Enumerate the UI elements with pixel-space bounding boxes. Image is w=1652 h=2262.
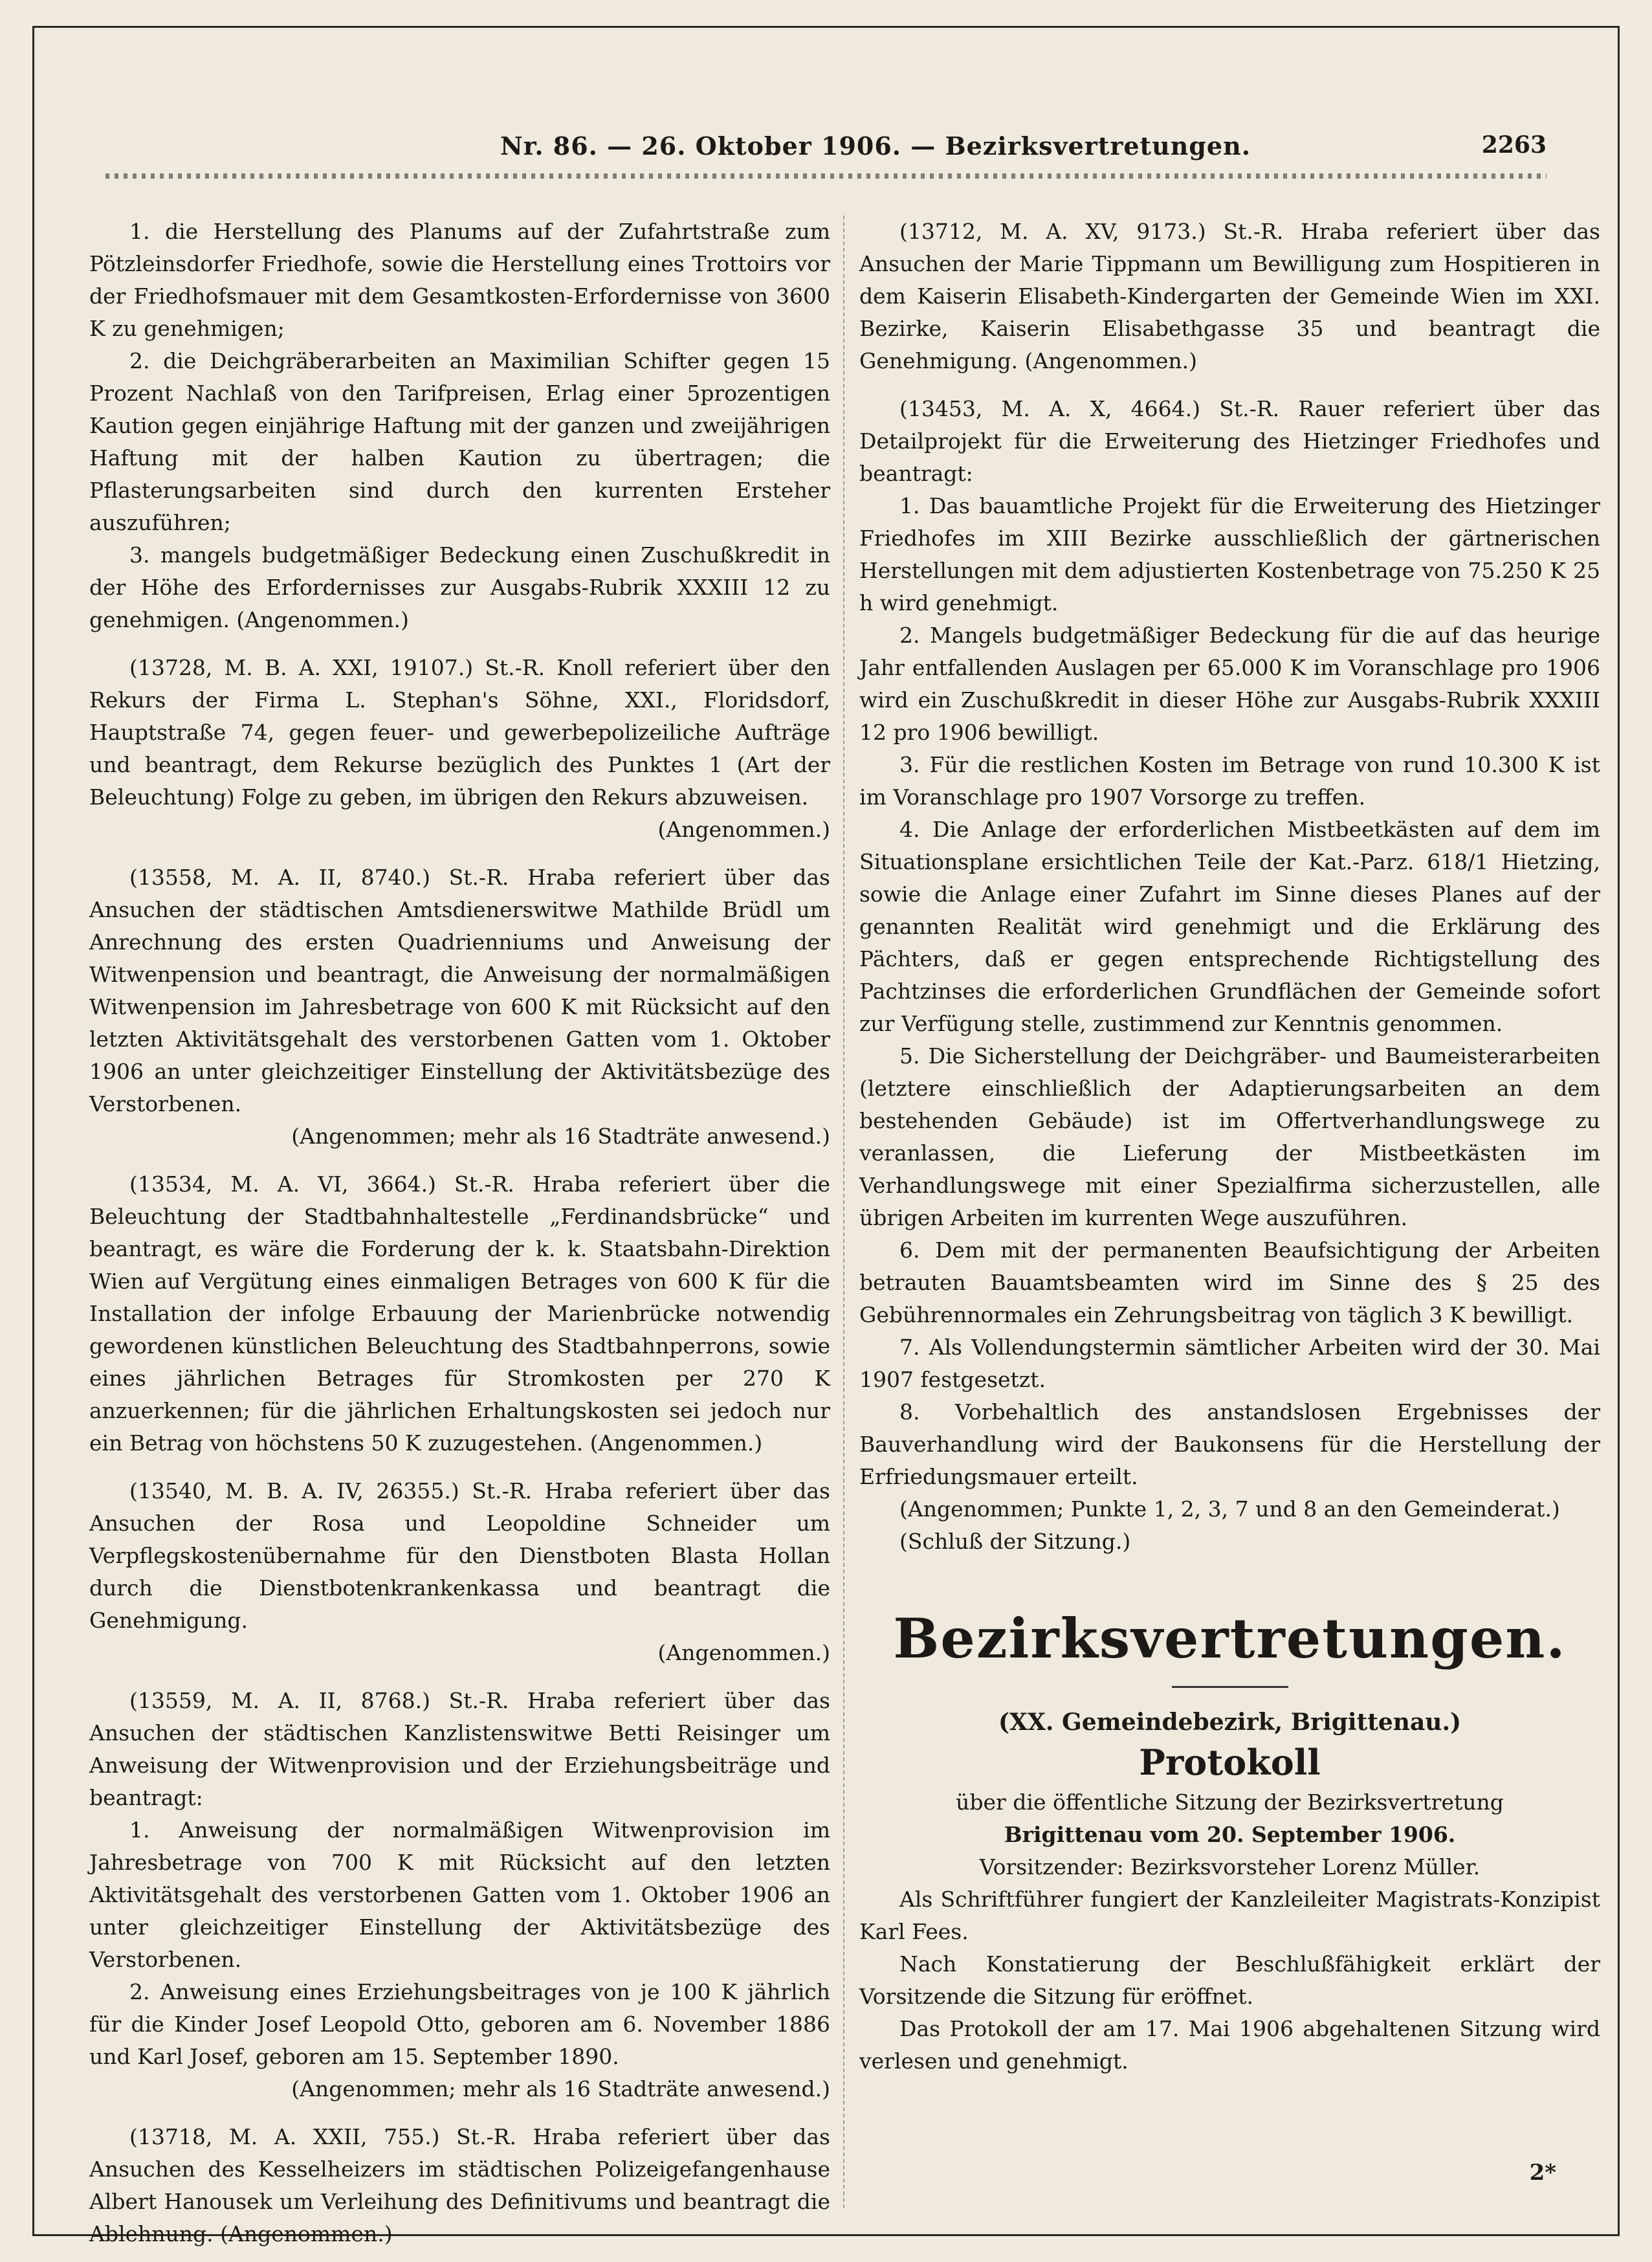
newspaper-page	[32, 26, 1620, 2246]
protocol-line: über die öffentliche Sitzung der Bezirksvertretung	[956, 1790, 1504, 1815]
decision-note: (Angenommen; Punkte 1, 2, 3, 7 und 8 an den Gemeinderat.)	[899, 1496, 1560, 1522]
paragraph: 1. Anweisung der normalmäßigen Witwenprovision im Jahresbetrage von 700 K mit Rücksicht auf den letzten Aktivitätsgehalt des verstorbenen Gatten vom 1. Oktober 1906 an unter gleichzeitiger Einstellung der Aktivitätsbezüge des Verstorbenen.	[89, 1817, 830, 1972]
paragraph: (13728, M. B. A. XXI, 19107.) St.-R. Knoll referiert über den Rekurs der Firma L. Stephan's Söhne, XXI., Floridsdorf, Hauptstraße 74, gegen feuer- und gewerbepolizeiliche Aufträge und beantragt, dem Rekurse bezüglich des Punktes 1 (Art der Beleuchtung) Folge zu geben, im übrigen den Rekurs abzuweisen.	[89, 655, 830, 810]
paragraph: Das Protokoll der am 17. Mai 1906 abgehaltenen Sitzung wird verlesen und genehmigt.	[859, 2016, 1600, 2074]
page-number: 2263	[1481, 131, 1547, 159]
section-title: Bezirksvertretungen.	[893, 1606, 1567, 1670]
session-end-note: (Schluß der Sitzung.)	[899, 1529, 1131, 1554]
paragraph: Als Schriftführer fungiert der Kanzleileiter Magistrats-Konzipist Karl Fees.	[859, 1887, 1600, 1944]
chair-line: Vorsitzender: Bezirksvorsteher Lorenz Müller.	[979, 1854, 1481, 1879]
protocol-line: Brigittenau vom 20. September 1906.	[1004, 1822, 1456, 1847]
paragraph: 5. Die Sicherstellung der Deichgräber- und Baumeisterarbeiten (letztere einschließlich der Adaptierungsarbeiten an dem bestehenden Gebäude) ist im Offertverhandlungswege zu veranlassen, die Lieferung der Mistbeetkästen im Verhandlungswege mit einer Spezialfirma sicherzustellen, alle übrigen Arbeiten im kurrenten Wege auszuführen.	[859, 1043, 1600, 1230]
left-column	[89, 216, 830, 2250]
paragraph: 2. die Deichgräberarbeiten an Maximilian Schifter gegen 15 Prozent Nachlaß von den Tarifpreisen, Erlag einer 5prozentigen Kaution gegen einjährige Haftung mit der ganzen und zweijährigen Haftung mit der halben Kaution zu übertragen; die Pflasterungsarbeiten sind durch den kurrenten Ersteher auszuführen;	[89, 348, 830, 535]
column-divider	[843, 216, 844, 2208]
paragraph: (13558, M. A. II, 8740.) St.-R. Hraba referiert über das Ansuchen der städtischen Amtsdienerswitwe Mathilde Brüdl um Anrechnung des ersten Quadrienniums und Anweisung der Witwenpension und beantragt, die Anweisung der normalmäßigen Witwenpension im Jahresbetrage von 600 K mit Rücksicht auf den letzten Aktivitätsgehalt des verstorbenen Gatten vom 1. Oktober 1906 an unter gleichzeitiger Einstellung der Aktivitätsbezüge des Verstorbenen.	[89, 865, 830, 1116]
paragraph: 8. Vorbehaltlich des anstandslosen Ergebnisses der Bauverhandlung wird der Baukonsens für die Herstellung der Erfriedungsmauer erteilt.	[859, 1399, 1600, 1489]
section-rule	[1172, 1686, 1288, 1688]
paragraph: 2. Anweisung eines Erziehungsbeitrages von je 100 K jährlich für die Kinder Josef Leopold Otto, geboren am 6. November 1886 und Karl Josef, geboren am 15. September 1890.	[89, 1979, 830, 2069]
paragraph: 2. Mangels budgetmäßiger Bedeckung für die auf das heurige Jahr entfallenden Auslagen per 65.000 K im Voranschlage pro 1906 wird ein Zuschußkredit in dieser Höhe zur Ausgabs-Rubrik XXXIII 12 pro 1906 bewilligt.	[859, 623, 1600, 745]
paragraph: (13453, M. A. X, 4664.) St.-R. Rauer referiert über das Detailprojekt für die Erweiterung des Hietzinger Friedhofes und beantragt:	[859, 396, 1600, 486]
paragraph: 3. mangels budgetmäßiger Bedeckung einen Zuschußkredit in der Höhe des Erfordernisses zur Ausgabs-Rubrik XXXIII 12 zu genehmigen. (Angenommen.)	[89, 542, 830, 632]
district-heading: (XX. Gemeindebezirk, Brigittenau.)	[998, 1709, 1462, 1736]
paragraph: 1. Das bauamtliche Projekt für die Erweiterung des Hietzinger Friedhofes im XIII Bezirke ausschließlich der gärtnerischen Herstellungen mit dem adjustierten Kostenbetrage von 75.250 K 25 h wird genehmigt.	[859, 493, 1600, 615]
paragraph: (13534, M. A. VI, 3664.) St.-R. Hraba referiert über die Beleuchtung der Stadtbahnhaltestelle „Ferdinandsbrücke“ und beantragt, es wäre die Forderung der k. k. Staatsbahn-Direktion Wien auf Vergütung eines einmaligen Betrages von 600 K für die Installation der infolge Erbauung der Marienbrücke notwendig gewordenen künstlichen Beleuchtung des Stadtbahnperrons, sowie eines jährlichen Betrages für Stromkosten per 270 K anzuerkennen; für die jährlichen Erhaltungskosten sei jedoch nur ein Betrag von höchstens 50 K zuzugestehen. (Angenommen.)	[89, 1171, 830, 1456]
paragraph: 3. Für die restlichen Kosten im Betrage von rund 10.300 K ist im Voranschlage pro 1907 Vorsorge zu treffen.	[859, 752, 1600, 810]
signature-mark: 2*	[1529, 2160, 1556, 2186]
right-column	[859, 216, 1600, 2078]
paragraph: Nach Konstatierung der Beschlußfähigkeit erklärt der Vorsitzende die Sitzung für eröffnet.	[859, 1951, 1600, 2009]
protocol-title: Protokoll	[1139, 1742, 1321, 1783]
paragraph: (13712, M. A. XV, 9173.) St.-R. Hraba referiert über das Ansuchen der Marie Tippmann um Bewilligung zum Hospitieren in dem Kaiserin Elisabeth-Kindergarten der Gemeinde Wien im XXI. Bezirke, Kaiserin Elisabethgasse 35 und beantragt die Genehmigung. (Angenommen.)	[859, 219, 1600, 373]
paragraph: (13718, M. A. XXII, 755.) St.-R. Hraba referiert über das Ansuchen des Kesselheizers im städtischen Polizeigefangenhause Albert Hanousek um Verleihung des Definitivums und beantragt die Ablehnung. (Angenommen.)	[89, 2124, 830, 2246]
page-header	[34, 105, 1618, 161]
decision-note: (Angenommen.)	[657, 1640, 830, 1665]
paragraph: 7. Als Vollendungstermin sämtlicher Arbeiten wird der 30. Mai 1907 festgesetzt.	[859, 1335, 1600, 1392]
header-rule	[105, 173, 1547, 179]
decision-note: (Angenommen; mehr als 16 Stadträte anwesend.)	[291, 2076, 830, 2101]
paragraph: 4. Die Anlage der erforderlichen Mistbeetkästen auf dem im Situationsplane ersichtlichen Teile der Kat.-Parz. 618/1 Hietzing, sowie die Anlage einer Zufahrt im Sinne dieses Planes auf der genannten Realität wird genehmigt und die Erklärung des Pächters, daß er gegen entsprechende Richtigstellung des Pachtzinses die erforderlichen Grundflächen der Gemeinde sofort zur Verfügung stelle, zustimmend zur Kenntnis genommen.	[859, 817, 1600, 1036]
paragraph: 6. Dem mit der permanenten Beaufsichtigung der Arbeiten betrauten Bauamtsbeamten wird im Sinne des § 25 des Gebührennormales ein Zehrungsbeitrag von täglich 3 K bewilligt.	[859, 1237, 1600, 1327]
decision-note: (Angenommen.)	[657, 817, 830, 842]
paragraph: (13559, M. A. II, 8768.) St.-R. Hraba referiert über das Ansuchen der städtischen Kanzlistenswitwe Betti Reisinger um Anweisung der Witwenprovision und der Erziehungsbeiträge und beantragt:	[89, 1688, 830, 1810]
paragraph: (13540, M. B. A. IV, 26355.) St.-R. Hraba referiert über das Ansuchen der Rosa und Leopoldine Schneider um Verpflegskostenübernahme für den Dienstboten Blasta Hollan durch die Dienstbotenkrankenkassa und beantragt die Genehmigung.	[89, 1478, 830, 1633]
decision-note: (Angenommen; mehr als 16 Stadträte anwesend.)	[291, 1124, 830, 1149]
paragraph: 1. die Herstellung des Planums auf der Zufahrtstraße zum Pötzleinsdorfer Friedhofe, sowie die Herstellung eines Trottoirs vor der Friedhofsmauer mit dem Gesamtkosten-Erfordernisse von 3600 K zu genehmigen;	[89, 219, 830, 341]
header-title: Nr. 86. — 26. Oktober 1906. — Bezirksvertretungen.	[500, 131, 1251, 161]
